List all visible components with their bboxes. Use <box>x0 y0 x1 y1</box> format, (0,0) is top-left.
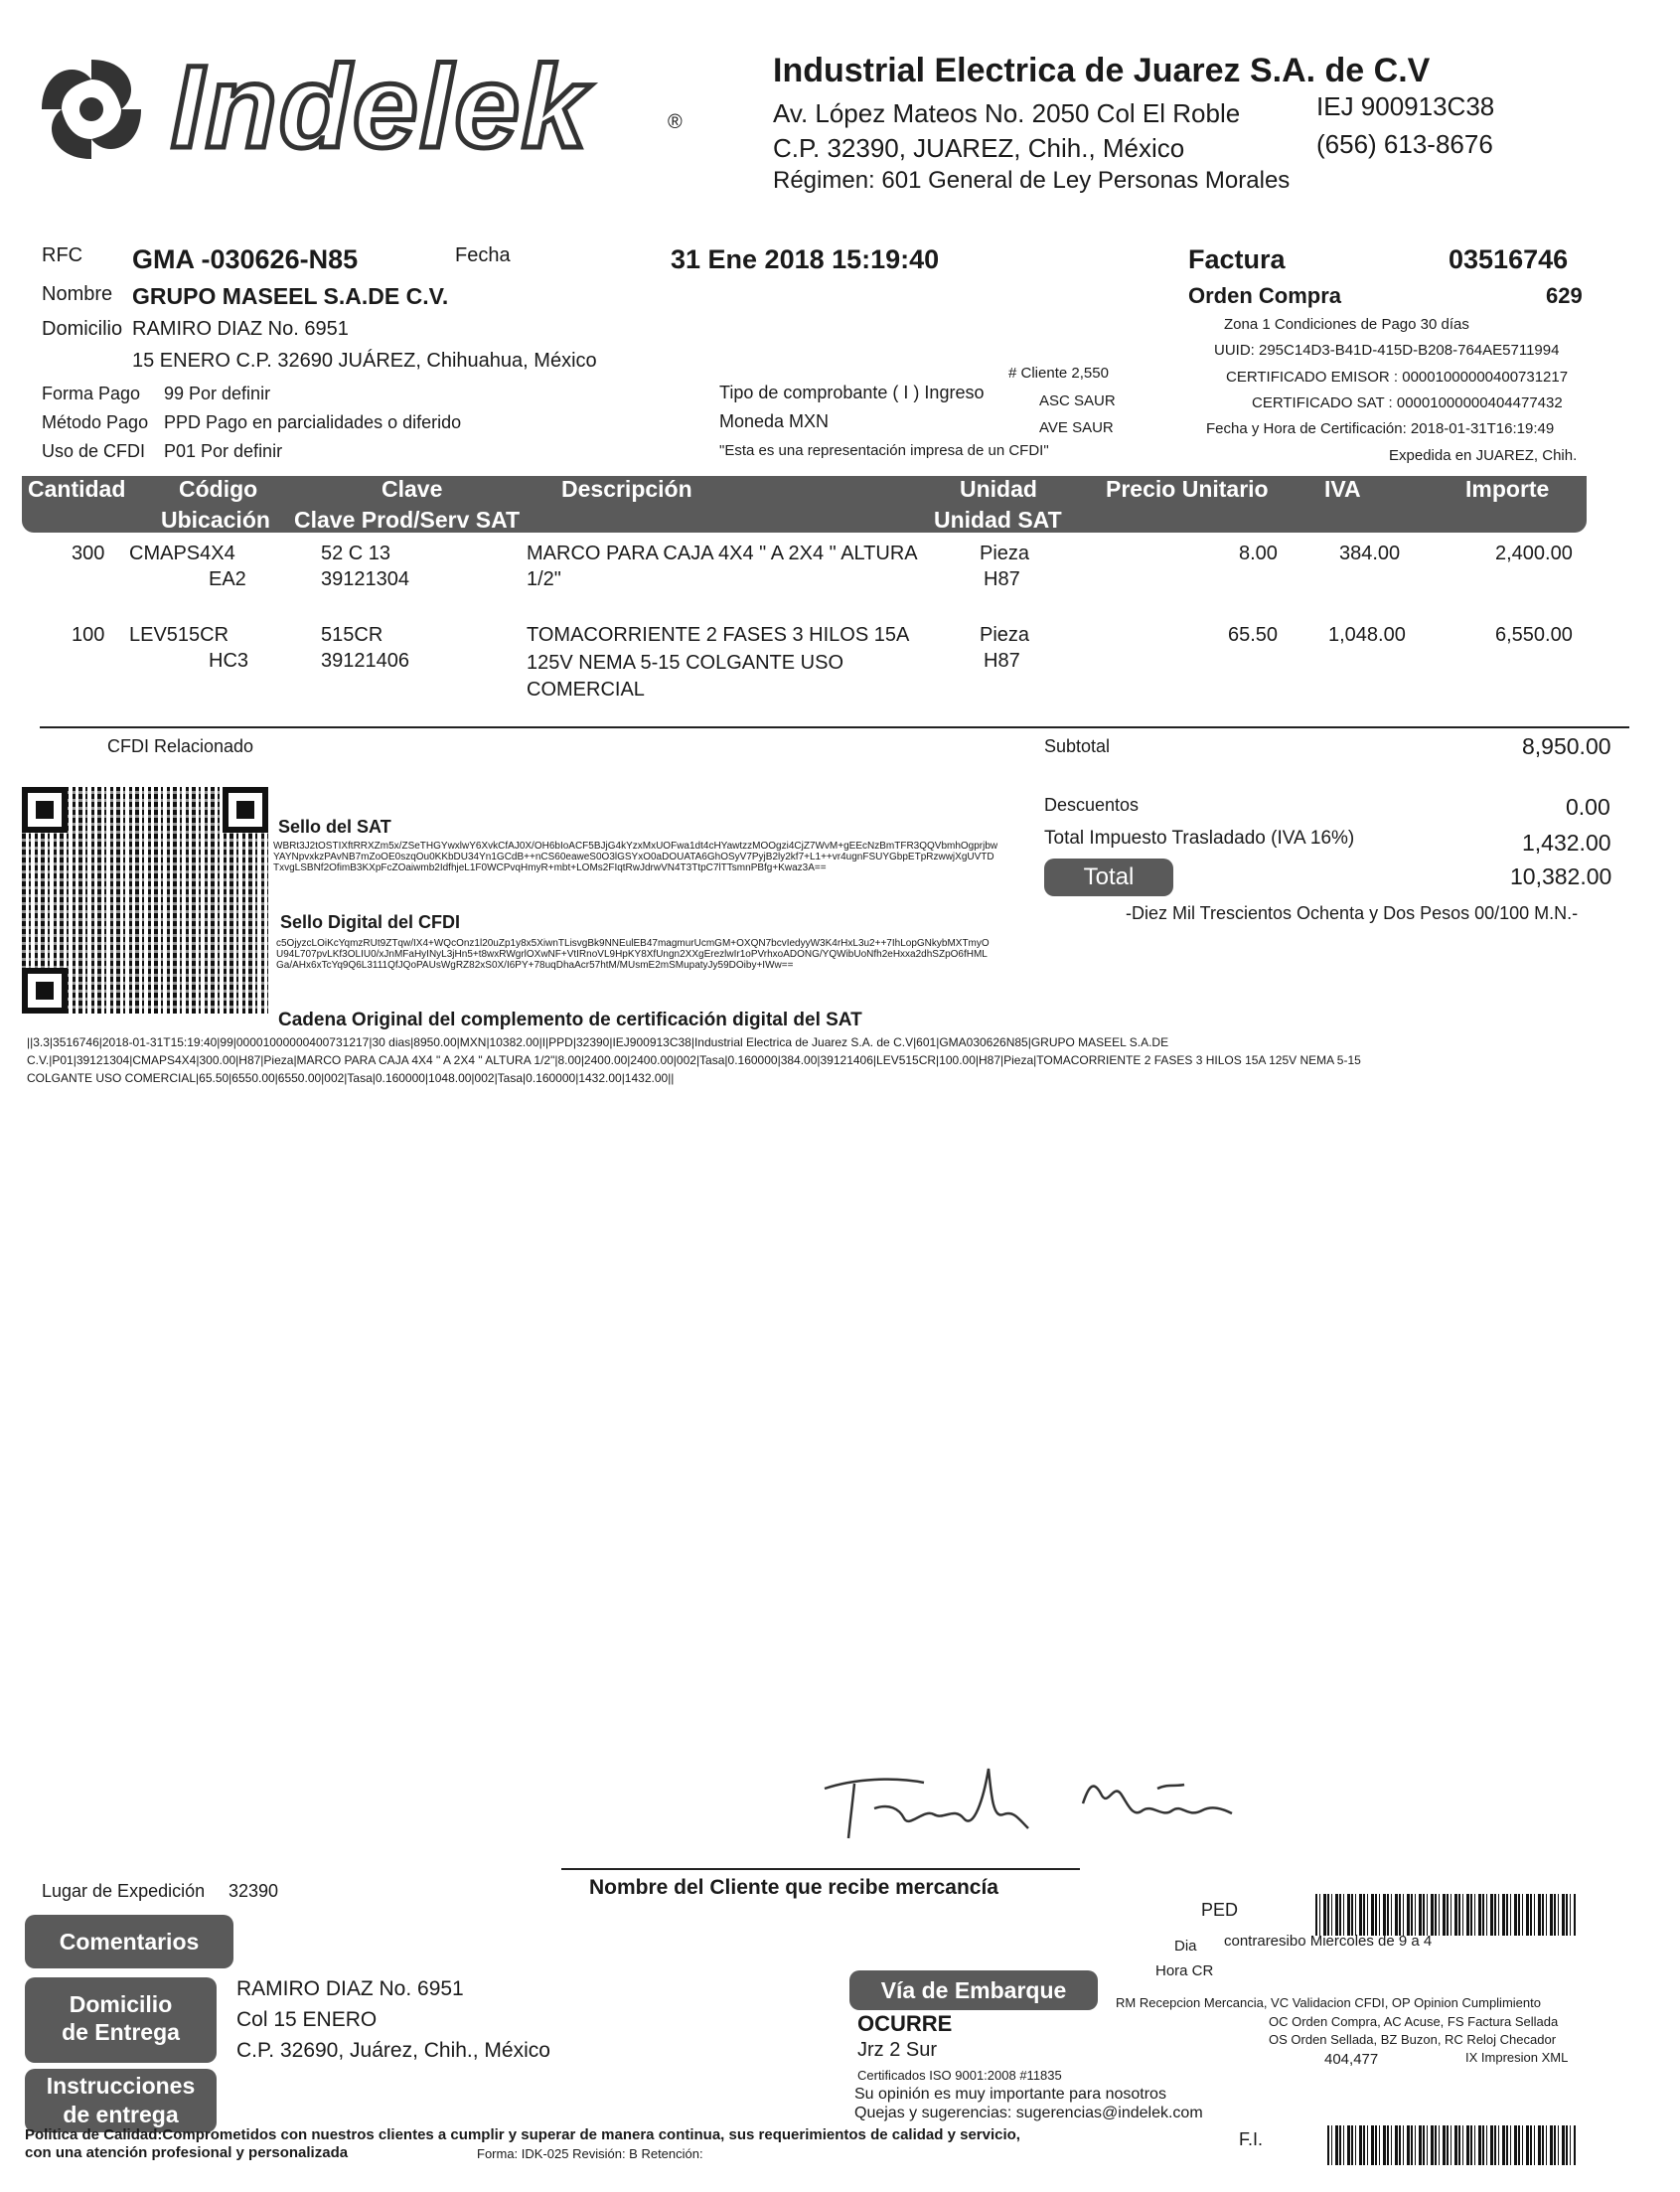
client-address-1: RAMIRO DIAZ No. 6951 <box>132 318 349 340</box>
cliente-number: # Cliente 2,550 <box>1008 365 1109 382</box>
via-embarque-label: Vía de Embarque <box>849 1970 1098 2010</box>
asc-value: ASC SAUR <box>1039 392 1116 409</box>
iso-cert: Certificados ISO 9001:2008 #11835 <box>857 2068 1062 2083</box>
row-clave-prod: 39121406 <box>321 650 409 672</box>
instrucciones-line-2: de entrega <box>63 2102 179 2127</box>
sello-cfdi-label: Sello Digital del CFDI <box>280 912 461 932</box>
fecha-value: 31 Ene 2018 15:19:40 <box>671 244 940 274</box>
ave-value: AVE SAUR <box>1039 419 1114 436</box>
row-iva: 384.00 <box>1339 543 1401 564</box>
fecha-label: Fecha <box>455 244 511 266</box>
company-phone: (656) 613-8676 <box>1316 129 1493 159</box>
fi-label: F.I. <box>1239 2129 1264 2149</box>
entrega-address-2: Col 15 ENERO <box>236 2008 378 2031</box>
descuentos-value: 0.00 <box>1566 794 1610 820</box>
uuid: UUID: 295C14D3-B41D-415D-B208-764AE5711994 <box>1214 342 1560 359</box>
orden-number: 629 <box>1546 283 1583 308</box>
impuesto-value: 1,432.00 <box>1522 830 1611 856</box>
moneda: Moneda MXN <box>719 411 830 431</box>
metodo-pago-value: PPD Pago en parcialidades o diferido <box>164 412 462 432</box>
sello-sat-label: Sello del SAT <box>278 817 391 837</box>
row-clave: 515CR <box>321 624 383 646</box>
instrucciones-entrega-label <box>25 2069 217 2132</box>
comentarios-label: Comentarios <box>25 1915 233 1968</box>
row-ubicacion: EA2 <box>209 568 246 590</box>
cert-emisor: CERTIFICADO EMISOR : 00001000000400731217 <box>1226 369 1569 386</box>
uso-cfdi-label: Uso de CFDI <box>42 441 146 461</box>
legend-line-2: OC Orden Compra, AC Acuse, FS Factura Sellada <box>1269 2014 1559 2029</box>
code-number: 404,477 <box>1324 2051 1379 2068</box>
quejas-text: Quejas y sugerencias: sugerencias@indelek.com <box>854 2105 1203 2121</box>
qr-code <box>22 787 268 1014</box>
entrega-address-3: C.P. 32690, Juárez, Chih., México <box>236 2039 550 2062</box>
col-descripcion: Descripción <box>561 476 692 502</box>
via-embarque-value: OCURRE <box>857 2011 953 2036</box>
row-descripcion-1: MARCO PARA CAJA 4X4 " A 2X4 " ALTURA <box>527 543 918 564</box>
contrarecibo: contraresibo Miercoles de 9 a 4 <box>1224 1933 1433 1950</box>
row-descripcion-2: 1/2" <box>527 568 561 590</box>
legend-line-1: RM Recepcion Mercancia, VC Validacion CFDI, OP Opinion Cumplimiento <box>1116 1995 1541 2010</box>
via-embarque-route: Jrz 2 Sur <box>857 2039 938 2061</box>
uso-cfdi-value: P01 Por definir <box>164 441 283 461</box>
factura-number: 03516746 <box>1449 244 1569 274</box>
row-precio: 65.50 <box>1228 624 1279 646</box>
row-importe: 2,400.00 <box>1495 543 1573 564</box>
subtotal-label: Subtotal <box>1044 736 1111 756</box>
client-rfc: GMA -030626-N85 <box>132 244 359 274</box>
row-ubicacion: HC3 <box>209 650 249 672</box>
politica-calidad-2: con una atención profesional y personalizada <box>25 2144 349 2161</box>
row-unidad: Pieza <box>980 543 1030 564</box>
row-descripcion-1: TOMACORRIENTE 2 FASES 3 HILOS 15A <box>527 624 910 646</box>
dia-label: Dia <box>1174 1938 1197 1955</box>
lugar-expedicion-value: 32390 <box>229 1881 279 1901</box>
company-address-2: C.P. 32390, JUAREZ, Chih., México <box>773 133 1185 163</box>
row-clave: 52 C 13 <box>321 543 391 564</box>
domicilio-entrega-line-1: Domicilio <box>69 1991 173 2017</box>
row-cantidad: 100 <box>72 624 105 646</box>
metodo-pago-label: Método Pago <box>42 412 149 432</box>
orden-label: Orden Compra <box>1188 283 1342 308</box>
legend-line-4: IX Impresion XML <box>1465 2050 1569 2065</box>
legend-line-3: OS Orden Sellada, BZ Buzon, RC Reloj Checador <box>1269 2032 1557 2047</box>
company-name: Industrial Electrica de Juarez S.A. de C.V <box>773 52 1431 89</box>
col-unidad-sat: Unidad SAT <box>934 507 1062 533</box>
instrucciones-line-1: Instrucciones <box>46 2073 196 2099</box>
items-table-header <box>22 476 1587 533</box>
tipo-comprobante: Tipo de comprobante ( I ) Ingreso <box>719 383 985 402</box>
table-row <box>0 624 1680 713</box>
barcode-bottom <box>1327 2125 1576 2165</box>
sello-cfdi: c5OjyzcLOiKcYqmzRUt9ZTqw/IX4+WQcOnz1l20uZp1y8x5XiwnTLisvgBk9NNEulEB47magmurUcmGM+OXQN7bcvIedyyW3K4rHxL3u2++7IhLopGNkybMXTmyO U94L707pvLKf3OLIU0/xJnMFaHyINyL3jHn5+t8wxRWgrlOXwNF+VtIRnoVL9HpKY8XfUngn2XXgErezlwIr1oPVrhxoADONG/YQWibUoNfh2eHxxa2dhSZpO6fHML Ga/AHx6xTcYq9Q6L3111QfJQoPAUsWgRZ82xS0X/I6PY+78uqDhaAcr57htM/MUsmE2mSMupatyJy59DOiby+IWw== <box>276 938 990 971</box>
sello-sat: WBRt3J2tOSTIXftRRXZm5x/ZSeTHGYwxlwY6XvkCfAJ0X/OH6bIoACF5BJjG4kYzxMxUOFwa1dt4cHYawtzzMOOgzi4CjZ7WvM+gEEcNzBmTFR3QQVbmhOgprjbw YAYNpvxkzPAvNB7mZoOE0szqOu0KKbDU34Yn1GCdB++nCS60eaweS0O3lGSYxO0aDOUATA6GhOSyV7PyjB2ly2kf7+L1++vr4ugnFSUYGbpETpRzwwjXgUVTD TxvgLSBNf2OfimB3KXpFcZOaiwmb2IdfhjeL1F0WCPvqHmyR+mbt+LOMs2FIqtRwJdrwVN4T3TtpC7lTTsmnPBfg+Kwaz3A== <box>273 841 998 873</box>
col-importe: Importe <box>1465 476 1550 502</box>
forma-pago-value: 99 Por definir <box>164 384 271 403</box>
row-codigo: LEV515CR <box>129 624 229 646</box>
cadena-line-1: ||3.3|3516746|2018-01-31T15:19:40|99|00001000000400731217|30 dias|8950.00|MXN|10382.00|I|PPD|32390|IEJ900913C38|Industrial Electrica de Juarez S.A. de C.V|601|GMA030626N85|GRUPO MASEEL S.A.DE <box>27 1035 1169 1049</box>
forma-pago-label: Forma Pago <box>42 384 141 403</box>
row-clave-prod: 39121304 <box>321 568 409 590</box>
qr-eye <box>223 787 268 833</box>
col-codigo: Código <box>179 476 258 502</box>
opinion-text: Su opinión es muy importante para nosotros <box>854 2086 1166 2103</box>
col-unidad: Unidad <box>960 476 1037 502</box>
col-cantidad: Cantidad <box>28 476 126 502</box>
row-codigo: CMAPS4X4 <box>129 543 235 564</box>
forma-revision: Forma: IDK-025 Revisión: B Retención: <box>477 2146 703 2161</box>
logo-wordmark: Indelek <box>171 42 589 173</box>
cfdi-note: "Esta es una representación impresa de un CFDI" <box>719 442 1049 459</box>
ped-label: PED <box>1201 1900 1239 1920</box>
cadena-line-3: COLGANTE USO COMERCIAL|65.50|6550.00|6550.00|002|Tasa|0.160000|1048.00|002|Tasa|0.160000|1432.00|1432.00|| <box>27 1071 675 1085</box>
entrega-address-1: RAMIRO DIAZ No. 6951 <box>236 1977 464 2000</box>
politica-calidad <box>25 2126 1020 2143</box>
domicilio-label: Domicilio <box>42 318 123 340</box>
handwritten-signature <box>815 1749 1252 1843</box>
domicilio-entrega-label <box>25 1977 217 2063</box>
factura-label: Factura <box>1188 244 1286 274</box>
politica-label: Politica de Calidad: <box>25 2126 163 2143</box>
fan-logo-icon <box>22 40 161 179</box>
domicilio-entrega-line-2: de Entrega <box>62 2019 180 2045</box>
row-unidad-sat: H87 <box>984 568 1020 590</box>
signature <box>815 1749 1252 1843</box>
row-cantidad: 300 <box>72 543 105 564</box>
lugar-expedicion-label: Lugar de Expedición <box>42 1881 206 1901</box>
hora-label: Hora CR <box>1155 1962 1214 1979</box>
row-iva: 1,048.00 <box>1328 624 1406 646</box>
nombre-label: Nombre <box>42 283 113 305</box>
company-rfc: IEJ 900913C38 <box>1316 91 1495 121</box>
table-row <box>0 543 1680 622</box>
col-ubicacion: Ubicación <box>161 507 270 533</box>
qr-eye <box>22 787 68 833</box>
signature-line <box>561 1868 1080 1870</box>
fecha-certificacion: Fecha y Hora de Certificación: 2018-01-31T16:19:49 <box>1206 420 1555 437</box>
rfc-label: RFC <box>42 244 83 266</box>
client-address-2: 15 ENERO C.P. 32690 JUÁREZ, Chihuahua, México <box>132 350 597 372</box>
col-precio: Precio Unitario <box>1106 476 1269 502</box>
subtotal-value: 8,950.00 <box>1522 733 1611 759</box>
row-unidad: Pieza <box>980 624 1030 646</box>
qr-eye <box>22 968 68 1014</box>
col-clave-prod: Clave Prod/Serv SAT <box>294 507 521 533</box>
nombre-cliente-recibe: Nombre del Cliente que recibe mercancía <box>589 1876 998 1899</box>
row-precio: 8.00 <box>1239 543 1278 564</box>
row-importe: 6,550.00 <box>1495 624 1573 646</box>
row-descripcion-3: COMERCIAL <box>527 679 645 701</box>
client-name: GRUPO MASEEL S.A.DE C.V. <box>132 283 449 309</box>
col-iva: IVA <box>1324 476 1361 502</box>
company-logo <box>22 40 697 179</box>
total-badge: Total <box>1044 859 1173 896</box>
expedida-en: Expedida en JUAREZ, Chih. <box>1389 447 1578 464</box>
cadena-line-2: C.V.|P01|39121304|CMAPS4X4|300.00|H87|Pieza|MARCO PARA CAJA 4X4 " A 2X4 " ALTURA 1/2"|8.00|2400.00|2400.00|002|Tasa|0.160000|384.00|39121406|LEV515CR|100.00|H87|Pieza|TOMACORRIENTE 2 FASES 3 HILOS 15A 125V NEMA 5-15 <box>27 1053 1361 1067</box>
barcode-top <box>1315 1894 1576 1936</box>
row-unidad-sat: H87 <box>984 650 1020 672</box>
table-bottom-rule <box>40 726 1629 728</box>
company-regimen: Régimen: 601 General de Ley Personas Morales <box>773 167 1291 194</box>
impuesto-label: Total Impuesto Trasladado (IVA 16%) <box>1044 828 1355 849</box>
registered-mark: ® <box>668 111 683 133</box>
cert-sat: CERTIFICADO SAT : 00001000000404477432 <box>1252 394 1563 411</box>
row-descripcion-2: 125V NEMA 5-15 COLGANTE USO <box>527 652 844 674</box>
cadena-label: Cadena Original del complemento de certificación digital del SAT <box>278 1010 862 1030</box>
zona-condiciones: Zona 1 Condiciones de Pago 30 días <box>1224 316 1469 333</box>
col-clave: Clave <box>382 476 443 502</box>
politica-text: Comprometidos con nuestros clientes a cumplir y superar de manera continua, sus requerimientos de calidad y servicio, <box>162 2126 1020 2143</box>
total-letra: -Diez Mil Trescientos Ochenta y Dos Pesos 00/100 M.N.- <box>1126 903 1579 923</box>
total-value: 10,382.00 <box>1510 863 1612 889</box>
cfdi-relacionado: CFDI Relacionado <box>107 736 254 756</box>
descuentos-label: Descuentos <box>1044 795 1140 815</box>
company-address-1: Av. López Mateos No. 2050 Col El Roble <box>773 98 1241 128</box>
